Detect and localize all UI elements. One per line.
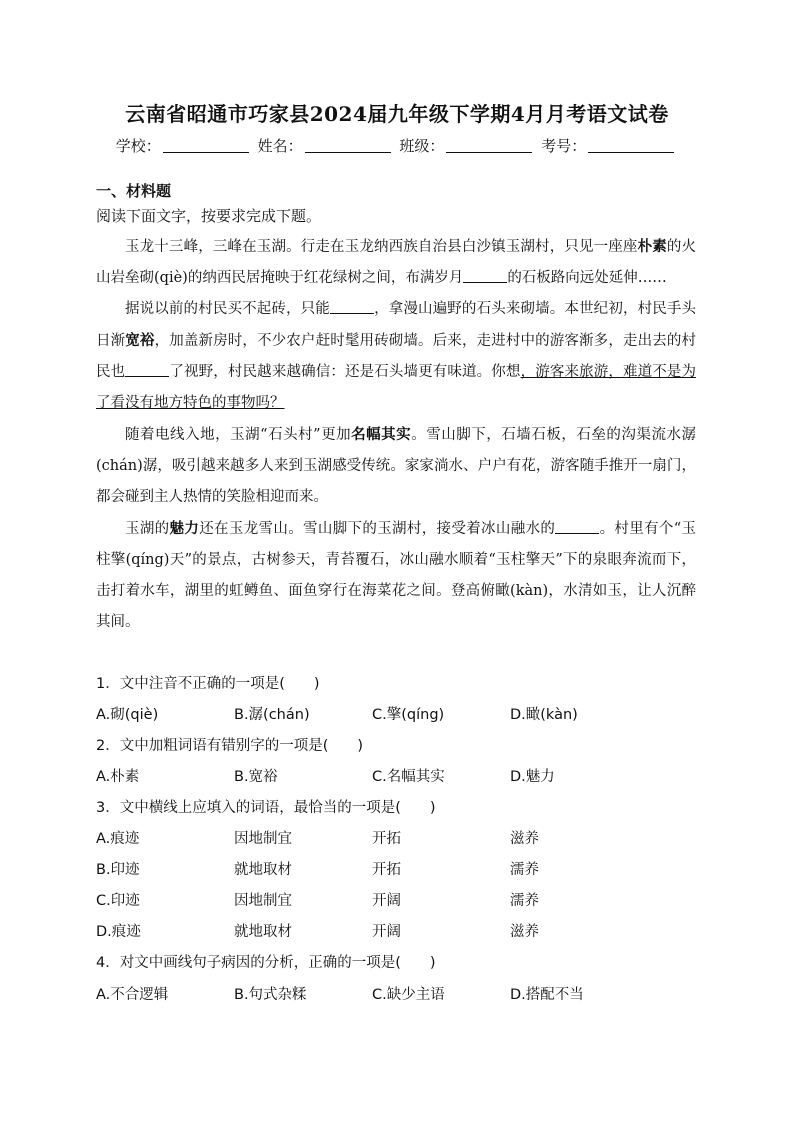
option-c[interactable]: C.缺少主语 bbox=[372, 987, 445, 1003]
fill-blank bbox=[330, 301, 374, 314]
option-cell: 濡养 bbox=[510, 893, 539, 909]
fill-blank bbox=[555, 521, 599, 534]
option-cell: 开拓 bbox=[372, 862, 401, 878]
option-cell: 因地制宜 bbox=[234, 831, 292, 847]
number-label: 考号： bbox=[541, 137, 587, 155]
exam-title: 云南省昭通市巧家县2024届九年级下学期4月月考语文试卷 bbox=[125, 102, 669, 126]
option-cell: B.印迹 bbox=[96, 862, 140, 878]
bold-word: 宽裕 bbox=[125, 332, 155, 349]
fill-blank bbox=[125, 364, 169, 377]
question-1-stem: 1．文中注音不正确的一项是( ) bbox=[96, 676, 320, 692]
bold-word: 名幅其实 bbox=[351, 426, 412, 443]
option-c[interactable]: C.名幅其实 bbox=[372, 769, 445, 785]
option-cell: 滋养 bbox=[510, 924, 539, 940]
school-blank[interactable] bbox=[163, 138, 249, 153]
option-c[interactable]: C.擎(qíng) bbox=[372, 707, 445, 723]
option-b[interactable]: B.宽裕 bbox=[234, 769, 278, 785]
section-heading: 一、材料题 bbox=[96, 182, 172, 200]
reading-passage bbox=[96, 231, 696, 638]
class-label: 班级： bbox=[399, 137, 445, 155]
number-blank[interactable] bbox=[588, 138, 674, 153]
option-cell: 濡养 bbox=[510, 862, 539, 878]
question-3-stem: 3．文中横线上应填入的词语，最恰当的一项是( ) bbox=[96, 800, 436, 816]
option-cell: 滋养 bbox=[510, 831, 539, 847]
school-label: 学校： bbox=[115, 137, 161, 155]
option-cell: 就地取材 bbox=[234, 924, 292, 940]
option-cell: D.痕迹 bbox=[96, 924, 141, 940]
option-cell: A.痕迹 bbox=[96, 831, 140, 847]
bold-word: 朴素 bbox=[637, 238, 667, 255]
option-d[interactable]: D.瞰(kàn) bbox=[510, 707, 578, 723]
fill-blank bbox=[463, 270, 507, 283]
option-cell: 开拓 bbox=[372, 831, 401, 847]
option-cell: 就地取材 bbox=[234, 862, 292, 878]
name-label: 姓名： bbox=[257, 137, 303, 155]
option-a[interactable]: A.朴素 bbox=[96, 769, 140, 785]
option-d[interactable]: D.魅力 bbox=[510, 769, 555, 785]
question-4-stem: 4．对文中画线句子病因的分析，正确的一项是( ) bbox=[96, 955, 436, 971]
instruction: 阅读下面文字，按要求完成下题。 bbox=[96, 207, 322, 225]
option-a[interactable]: A.砌(qiè) bbox=[96, 707, 159, 723]
option-b[interactable]: B.句式杂糅 bbox=[234, 987, 307, 1003]
passage-paragraph-3: 随着电线入地，玉湖“石头村”更加名幅其实。雪山脚下，石墙石板，石垒的沟渠流水潺(chán)潺，吸引越来越多人来到玉湖感受传统。家家淌水、户户有花，游客随手推开一扇门，都会碰到主人热情的笑脸相迎而来。 bbox=[96, 426, 697, 505]
underlined-sentence: ，游客来旅游，难道不是为了看没有地方特色的事物吗？ bbox=[96, 364, 697, 411]
option-cell: C.印迹 bbox=[96, 893, 140, 909]
bold-word: 魅力 bbox=[169, 520, 200, 537]
option-cell: 因地制宜 bbox=[234, 893, 292, 909]
class-blank[interactable] bbox=[446, 138, 532, 153]
student-info-line bbox=[0, 135, 794, 156]
option-cell: 开阔 bbox=[372, 893, 401, 909]
passage-paragraph-2: 据说以前的村民买不起砖，只能 ，拿漫山遍野的石头来砌墙。本世纪初，村民手头日渐宽裕，加盖新房时，不少农户赶时髦用砖砌墙。后来，走进村中的游客渐多，走出去的村民也 了视野，村民越来越确信：还是石头墙更有味道。你想，游客来旅游，难道不是为了看没有地方特色的事物吗？ bbox=[96, 301, 697, 411]
option-cell: 开阔 bbox=[372, 924, 401, 940]
option-d[interactable]: D.搭配不当 bbox=[510, 987, 584, 1003]
name-blank[interactable] bbox=[305, 138, 391, 153]
passage-paragraph-4: 玉湖的魅力还在玉龙雪山。雪山脚下的玉湖村，接受着冰山融水的 。村里有个“玉柱擎(qíng)天”的景点，古树参天，青苔覆石，冰山融水顺着“玉柱擎天”下的泉眼奔流而下，击打着水车，湖里的虹鳟鱼、面鱼穿行在海菜花之间。登高俯瞰(kàn)，水清如玉，让人沉醉其间。 bbox=[96, 520, 697, 630]
question-2-stem: 2．文中加粗词语有错别字的一项是( ) bbox=[96, 738, 364, 754]
option-a[interactable]: A.不合逻辑 bbox=[96, 987, 169, 1003]
option-b[interactable]: B.潺(chán) bbox=[234, 707, 310, 723]
passage-paragraph-1: 玉龙十三峰，三峰在玉湖。行走在玉龙纳西族自治县白沙镇玉湖村，只见一座座朴素的火山岩垒砌(qiè)的纳西民居掩映于红花绿树之间，布满岁月 的石板路向远处延伸…… bbox=[96, 238, 697, 286]
